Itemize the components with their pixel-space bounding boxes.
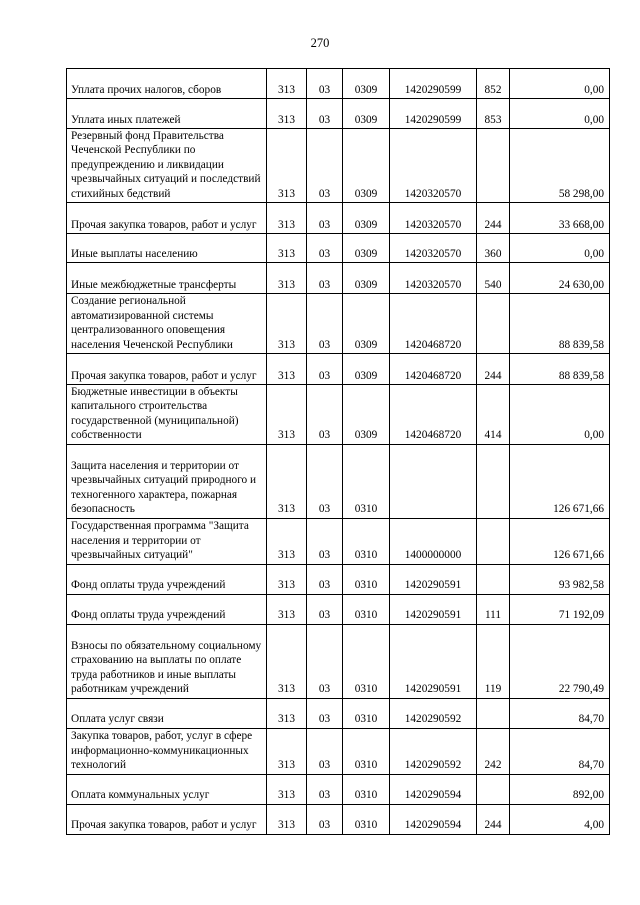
- row-section: 03: [307, 69, 343, 99]
- row-target-article: 1420290591: [390, 594, 477, 624]
- row-expense-type: [477, 129, 510, 203]
- row-sum: 22 790,49: [510, 624, 610, 698]
- row-sum: 0,00: [510, 234, 610, 263]
- table-row: [67, 385, 610, 445]
- row-target-article: 1420320570: [390, 129, 477, 203]
- row-subsection: 0310: [343, 518, 390, 564]
- row-grbs: 313: [267, 263, 307, 294]
- row-subsection: 0309: [343, 385, 390, 445]
- row-sum: 892,00: [510, 774, 610, 804]
- row-target-article: 1420290592: [390, 728, 477, 774]
- table-row: [67, 203, 610, 234]
- row-sum: 71 192,09: [510, 594, 610, 624]
- row-section: 03: [307, 354, 343, 385]
- row-expense-type: 852: [477, 69, 510, 99]
- row-expense-type: 242: [477, 728, 510, 774]
- row-grbs: 313: [267, 69, 307, 99]
- row-name: Прочая закупка товаров, работ и услуг: [67, 203, 267, 234]
- row-target-article: 1420290592: [390, 698, 477, 728]
- row-name: Уплата прочих налогов, сборов: [67, 69, 267, 99]
- row-target-article: 1420468720: [390, 294, 477, 354]
- row-expense-type: 111: [477, 594, 510, 624]
- row-name: Защита населения и территории от чрезвычайных ситуаций природного и техногенного характера, пожарная безопасность: [67, 444, 267, 518]
- row-grbs: 313: [267, 698, 307, 728]
- table-row: [67, 69, 610, 99]
- row-name: Государственная программа "Защита населения и территории от чрезвычайных ситуаций": [67, 518, 267, 564]
- table-row: [67, 594, 610, 624]
- table-row: [67, 624, 610, 698]
- table-row: [67, 294, 610, 354]
- row-grbs: 313: [267, 294, 307, 354]
- row-name: Создание региональной автоматизированной системы централизованного оповещения населения Чеченской Республики: [67, 294, 267, 354]
- row-sum: 84,70: [510, 728, 610, 774]
- row-expense-type: [477, 294, 510, 354]
- row-target-article: 1420320570: [390, 263, 477, 294]
- row-grbs: 313: [267, 129, 307, 203]
- table-row: [67, 698, 610, 728]
- row-target-article: 1420320570: [390, 234, 477, 263]
- row-section: 03: [307, 234, 343, 263]
- row-sum: 33 668,00: [510, 203, 610, 234]
- row-section: 03: [307, 99, 343, 129]
- row-name: Оплата услуг связи: [67, 698, 267, 728]
- table-row: [67, 728, 610, 774]
- row-subsection: 0310: [343, 728, 390, 774]
- row-grbs: 313: [267, 444, 307, 518]
- row-name: Иные выплаты населению: [67, 234, 267, 263]
- row-name: Резервный фонд Правительства Чеченской Республики по предупреждению и ликвидации чрезвычайных ситуаций и последствий стихийных бедствий: [67, 129, 267, 203]
- row-target-article: 1420290599: [390, 69, 477, 99]
- row-grbs: 313: [267, 99, 307, 129]
- row-section: 03: [307, 728, 343, 774]
- row-section: 03: [307, 518, 343, 564]
- row-name: Иные межбюджетные трансферты: [67, 263, 267, 294]
- row-expense-type: [477, 518, 510, 564]
- row-sum: 84,70: [510, 698, 610, 728]
- row-grbs: 313: [267, 385, 307, 445]
- table-row: [67, 518, 610, 564]
- row-section: 03: [307, 263, 343, 294]
- row-expense-type: 360: [477, 234, 510, 263]
- row-subsection: 0310: [343, 774, 390, 804]
- table-row: [67, 804, 610, 834]
- row-target-article: 1420320570: [390, 203, 477, 234]
- row-subsection: 0310: [343, 564, 390, 594]
- row-expense-type: 540: [477, 263, 510, 294]
- row-target-article: 1420290591: [390, 564, 477, 594]
- row-section: 03: [307, 804, 343, 834]
- row-expense-type: 244: [477, 804, 510, 834]
- row-sum: 126 671,66: [510, 444, 610, 518]
- row-name: Фонд оплаты труда учреждений: [67, 564, 267, 594]
- row-grbs: 313: [267, 594, 307, 624]
- row-grbs: 313: [267, 518, 307, 564]
- row-name: Прочая закупка товаров, работ и услуг: [67, 804, 267, 834]
- row-expense-type: 244: [477, 203, 510, 234]
- row-sum: 0,00: [510, 385, 610, 445]
- row-target-article: 1420468720: [390, 354, 477, 385]
- row-target-article: 1420290591: [390, 624, 477, 698]
- row-grbs: 313: [267, 354, 307, 385]
- row-section: 03: [307, 444, 343, 518]
- table-row: [67, 263, 610, 294]
- row-expense-type: 414: [477, 385, 510, 445]
- row-target-article: 1400000000: [390, 518, 477, 564]
- row-expense-type: [477, 564, 510, 594]
- page-number: 270: [310, 36, 330, 50]
- row-target-article: 1420290594: [390, 774, 477, 804]
- row-sum: 0,00: [510, 99, 610, 129]
- row-subsection: 0309: [343, 234, 390, 263]
- row-grbs: 313: [267, 234, 307, 263]
- row-expense-type: 119: [477, 624, 510, 698]
- row-target-article: [390, 444, 477, 518]
- table-row: [67, 774, 610, 804]
- row-section: 03: [307, 774, 343, 804]
- row-subsection: 0309: [343, 129, 390, 203]
- row-name: Оплата коммунальных услуг: [67, 774, 267, 804]
- row-target-article: 1420468720: [390, 385, 477, 445]
- row-name: Бюджетные инвестиции в объекты капитального строительства государственной (муниципальной) собственности: [67, 385, 267, 445]
- row-name: Взносы по обязательному социальному страхованию на выплаты по оплате труда работников и иные выплаты работникам учреждений: [67, 624, 267, 698]
- row-subsection: 0310: [343, 624, 390, 698]
- row-sum: 88 839,58: [510, 354, 610, 385]
- row-subsection: 0309: [343, 69, 390, 99]
- table-row: [67, 129, 610, 203]
- row-grbs: 313: [267, 728, 307, 774]
- row-grbs: 313: [267, 804, 307, 834]
- row-sum: 58 298,00: [510, 129, 610, 203]
- row-name: Прочая закупка товаров, работ и услуг: [67, 354, 267, 385]
- row-subsection: 0309: [343, 354, 390, 385]
- table-row: [67, 354, 610, 385]
- table-row: [67, 99, 610, 129]
- row-subsection: 0309: [343, 263, 390, 294]
- row-grbs: 313: [267, 564, 307, 594]
- row-subsection: 0310: [343, 698, 390, 728]
- row-expense-type: 853: [477, 99, 510, 129]
- row-grbs: 313: [267, 774, 307, 804]
- row-expense-type: [477, 774, 510, 804]
- row-expense-type: [477, 698, 510, 728]
- row-subsection: 0310: [343, 444, 390, 518]
- row-section: 03: [307, 129, 343, 203]
- row-name: Фонд оплаты труда учреждений: [67, 594, 267, 624]
- row-section: 03: [307, 294, 343, 354]
- budget-table: [66, 68, 610, 835]
- row-sum: 0,00: [510, 69, 610, 99]
- row-subsection: 0309: [343, 99, 390, 129]
- row-name: Уплата иных платежей: [67, 99, 267, 129]
- row-section: 03: [307, 698, 343, 728]
- row-sum: 88 839,58: [510, 294, 610, 354]
- row-sum: 24 630,00: [510, 263, 610, 294]
- table-row: [67, 234, 610, 263]
- row-section: 03: [307, 385, 343, 445]
- row-grbs: 313: [267, 203, 307, 234]
- row-expense-type: 244: [477, 354, 510, 385]
- row-subsection: 0310: [343, 804, 390, 834]
- row-grbs: 313: [267, 624, 307, 698]
- row-expense-type: [477, 444, 510, 518]
- table-row: [67, 444, 610, 518]
- row-section: 03: [307, 594, 343, 624]
- row-subsection: 0310: [343, 594, 390, 624]
- row-section: 03: [307, 564, 343, 594]
- row-section: 03: [307, 624, 343, 698]
- table-row: [67, 564, 610, 594]
- row-target-article: 1420290599: [390, 99, 477, 129]
- row-sum: 126 671,66: [510, 518, 610, 564]
- row-sum: 4,00: [510, 804, 610, 834]
- row-sum: 93 982,58: [510, 564, 610, 594]
- row-section: 03: [307, 203, 343, 234]
- row-target-article: 1420290594: [390, 804, 477, 834]
- row-subsection: 0309: [343, 203, 390, 234]
- row-subsection: 0309: [343, 294, 390, 354]
- row-name: Закупка товаров, работ, услуг в сфере информационно-коммуникационных технологий: [67, 728, 267, 774]
